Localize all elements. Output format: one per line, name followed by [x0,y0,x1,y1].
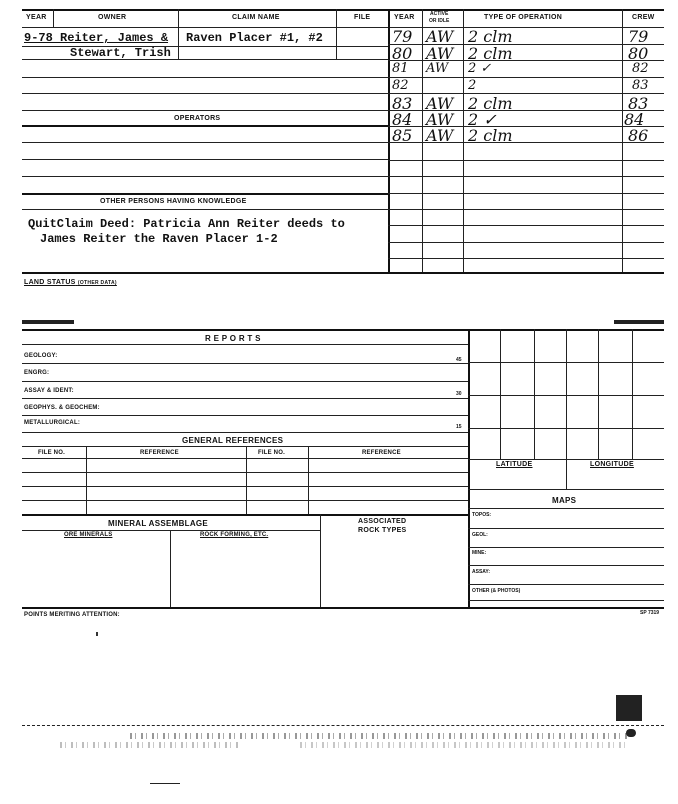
op-year: 79 [392,27,413,46]
op-type: 2 clm [468,44,513,63]
op-year: 81 [392,61,409,76]
op-crew: 79 [628,27,649,46]
form-number: SP 7319 [640,610,660,616]
geology-label: GEOLOGY: [24,353,58,359]
land-status-sub: (OTHER DATA) [77,280,117,286]
reference-2-header: REFERENCE [362,450,401,456]
longitude-label: LONGITUDE [590,461,634,468]
op-type: 2 ✓ [468,61,492,76]
land-status-text: LAND STATUS [24,279,76,286]
op-status: AW [426,94,454,113]
latitude-label: LATITUDE [496,461,533,468]
rock-types-label: ROCK TYPES [358,527,407,534]
op-crew: 82 [632,61,649,76]
header-claim-name: CLAIM NAME [232,14,280,21]
header-owner: OWNER [98,14,127,21]
header-or-idle: OR IDLE [429,18,450,24]
mineral-assemblage-title: MINERAL ASSEMBLAGE [108,519,209,528]
owner-line-2: Stewart, Trish [70,46,171,60]
op-crew: 86 [628,126,649,145]
header-year: YEAR [26,14,47,21]
rock-forming-header: ROCK FORMING, ETC. [200,532,269,538]
grid-mark-30: 30 [456,391,462,397]
file-no-2-header: FILE NO. [258,450,285,456]
claim-name-value: Raven Placer #1, #2 [186,31,323,45]
other-persons-label: OTHER PERSONS HAVING KNOWLEDGE [100,198,247,205]
header-file: FILE [354,14,371,21]
op-year: 84 [392,110,413,129]
land-status-label [24,279,117,286]
geol-label: GEOL: [472,532,488,538]
op-type: 2 clm [468,126,513,145]
op-type: 2 ✓ [468,110,497,129]
op-status: AW [426,27,454,46]
op-type: 2 clm [468,27,513,46]
op-crew: 84 [624,110,645,129]
assay-map-label: ASSAY: [472,569,491,575]
op-year: 82 [392,78,409,93]
owner-line-1: 9-78 Reiter, James & [24,31,169,45]
op-type: 2 [468,78,477,93]
file-no-1-header: FILE NO. [38,450,65,456]
other-photos-label: OTHER (& PHOTOS) [472,588,521,594]
general-references-title: GENERAL REFERENCES [182,436,284,445]
remarks-line-2: James Reiter the Raven Placer 1-2 [40,232,278,246]
grid-mark-15: 15 [456,424,462,430]
op-year: 83 [392,94,413,113]
grid-mark-45: 45 [456,357,462,363]
header-type-of-operation: TYPE OF OPERATION [484,14,563,21]
op-type: 2 clm [468,94,513,113]
maps-title: MAPS [552,496,577,505]
geophys-label: GEOPHYS. & GEOCHEM: [24,405,100,411]
ore-minerals-header: ORE MINERALS [64,532,113,538]
op-crew: 80 [628,44,649,63]
topos-label: TOPOS: [472,512,492,518]
engrg-label: ENGRG: [24,370,50,376]
associated-label: ASSOCIATED [358,518,407,525]
header-active: ACTIVE [430,11,449,17]
op-year: 80 [392,44,413,63]
assay-ident-label: ASSAY & IDENT: [24,388,74,394]
op-year: 85 [392,126,413,145]
points-meriting-attention-label: POINTS MERITING ATTENTION: [24,612,120,618]
op-status: AW [426,44,454,63]
op-status: AW [426,61,449,76]
header-crew: CREW [632,14,655,21]
op-status: AW [426,110,454,129]
operators-label: OPERATORS [174,115,221,122]
mine-label: MINE: [472,550,487,556]
op-crew: 83 [628,94,649,113]
header-year-ops: YEAR [394,14,415,21]
op-status: AW [426,126,454,145]
remarks-line-1: QuitClaim Deed: Patricia Ann Reiter deeds to [28,217,345,231]
reference-1-header: REFERENCE [140,450,179,456]
op-crew: 83 [632,78,649,93]
metallurgical-label: METALLURGICAL: [24,420,81,426]
reports-title: R E P O R T S [205,334,261,343]
